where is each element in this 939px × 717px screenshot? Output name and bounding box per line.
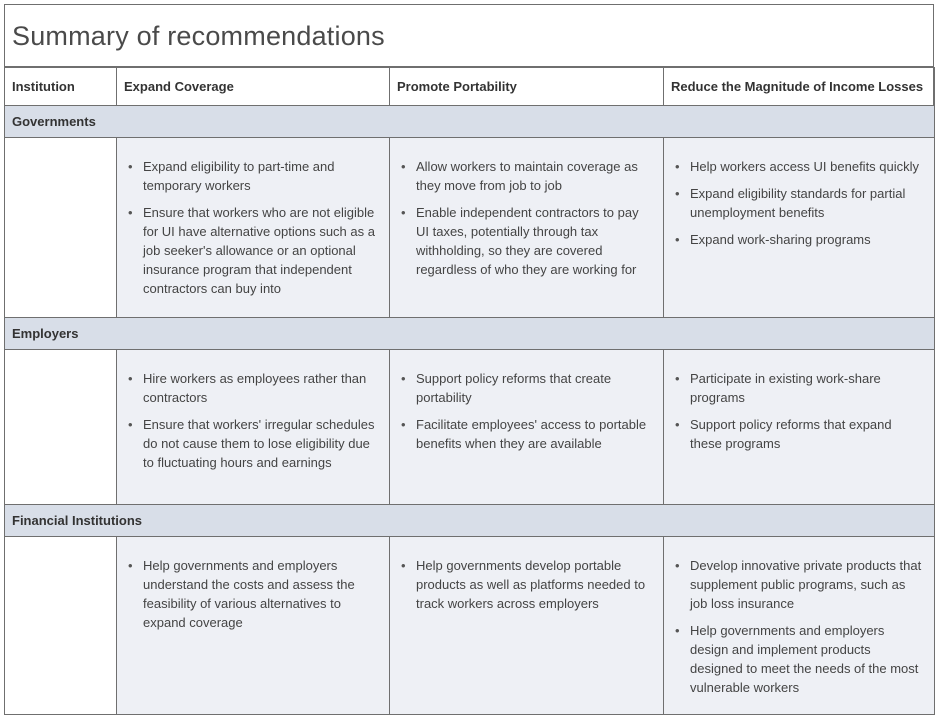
header-row	[5, 68, 935, 106]
header-expand-coverage: Expand Coverage	[117, 68, 390, 106]
page-title: Summary of recommendations	[5, 5, 933, 67]
list-item: • Allow workers to maintain coverage as they move from job to job	[416, 157, 653, 195]
bullet-list	[117, 138, 389, 298]
list-item: • Expand eligibility standards for partial unemployment benefits	[690, 184, 924, 222]
bullet-list	[664, 138, 934, 249]
cell-reduce-income-losses	[664, 138, 935, 318]
section-row-governments	[5, 106, 935, 138]
list-item: • Facilitate employees' access to portable benefits when they are available	[416, 415, 653, 453]
bullet-list	[117, 537, 389, 632]
institution-cell	[5, 537, 117, 715]
list-item: • Expand eligibility to part-time and temporary workers	[143, 157, 379, 195]
bullet-list	[664, 350, 934, 453]
content-row-financial-institutions	[5, 537, 935, 715]
list-item: • Ensure that workers' irregular schedules do not cause them to lose eligibility due to fluctuating hours and earnings	[143, 415, 379, 472]
list-item: • Support policy reforms that create portability	[416, 369, 653, 407]
cell-promote-portability	[390, 537, 664, 715]
header-promote-portability: Promote Portability	[390, 68, 664, 106]
section-row-employers	[5, 318, 935, 350]
section-label: Financial Institutions	[5, 505, 935, 537]
cell-expand-coverage	[117, 537, 390, 715]
content-row-employers	[5, 350, 935, 505]
recommendations-table	[4, 67, 935, 715]
recommendations-panel	[4, 4, 934, 712]
institution-cell	[5, 350, 117, 505]
section-label: Governments	[5, 106, 935, 138]
content-row-governments	[5, 138, 935, 318]
bullet-list	[390, 138, 663, 279]
list-item: • Help governments and employers design and implement products designed to meet the needs of the most vulnerable workers	[690, 621, 924, 697]
list-item: • Help workers access UI benefits quickly	[690, 157, 924, 176]
list-item: • Develop innovative private products that supplement public programs, such as job loss insurance	[690, 556, 924, 613]
section-row-financial-institutions	[5, 505, 935, 537]
header-reduce-income-losses: Reduce the Magnitude of Income Losses	[664, 68, 935, 106]
bullet-list	[390, 350, 663, 453]
cell-promote-portability	[390, 138, 664, 318]
section-label: Employers	[5, 318, 935, 350]
cell-promote-portability	[390, 350, 664, 505]
cell-expand-coverage	[117, 350, 390, 505]
list-item: • Enable independent contractors to pay UI taxes, potentially through tax withholding, so they are covered regardless of who they are working for	[416, 203, 653, 279]
bullet-list	[117, 350, 389, 472]
list-item: • Help governments and employers understand the costs and assess the feasibility of various alternatives to expand coverage	[143, 556, 379, 632]
cell-expand-coverage	[117, 138, 390, 318]
bullet-list	[390, 537, 663, 613]
list-item: • Help governments develop portable products as well as platforms needed to track workers across employers	[416, 556, 653, 613]
list-item: • Ensure that workers who are not eligible for UI have alternative options such as a job seeker's allowance or an optional insurance program that independent contractors can buy into	[143, 203, 379, 298]
bullet-list	[664, 537, 934, 697]
header-institution: Institution	[5, 68, 117, 106]
institution-cell	[5, 138, 117, 318]
list-item: • Hire workers as employees rather than contractors	[143, 369, 379, 407]
list-item: • Support policy reforms that expand these programs	[690, 415, 924, 453]
cell-reduce-income-losses	[664, 350, 935, 505]
cell-reduce-income-losses	[664, 537, 935, 715]
list-item: • Participate in existing work-share programs	[690, 369, 924, 407]
list-item: • Expand work-sharing programs	[690, 230, 924, 249]
